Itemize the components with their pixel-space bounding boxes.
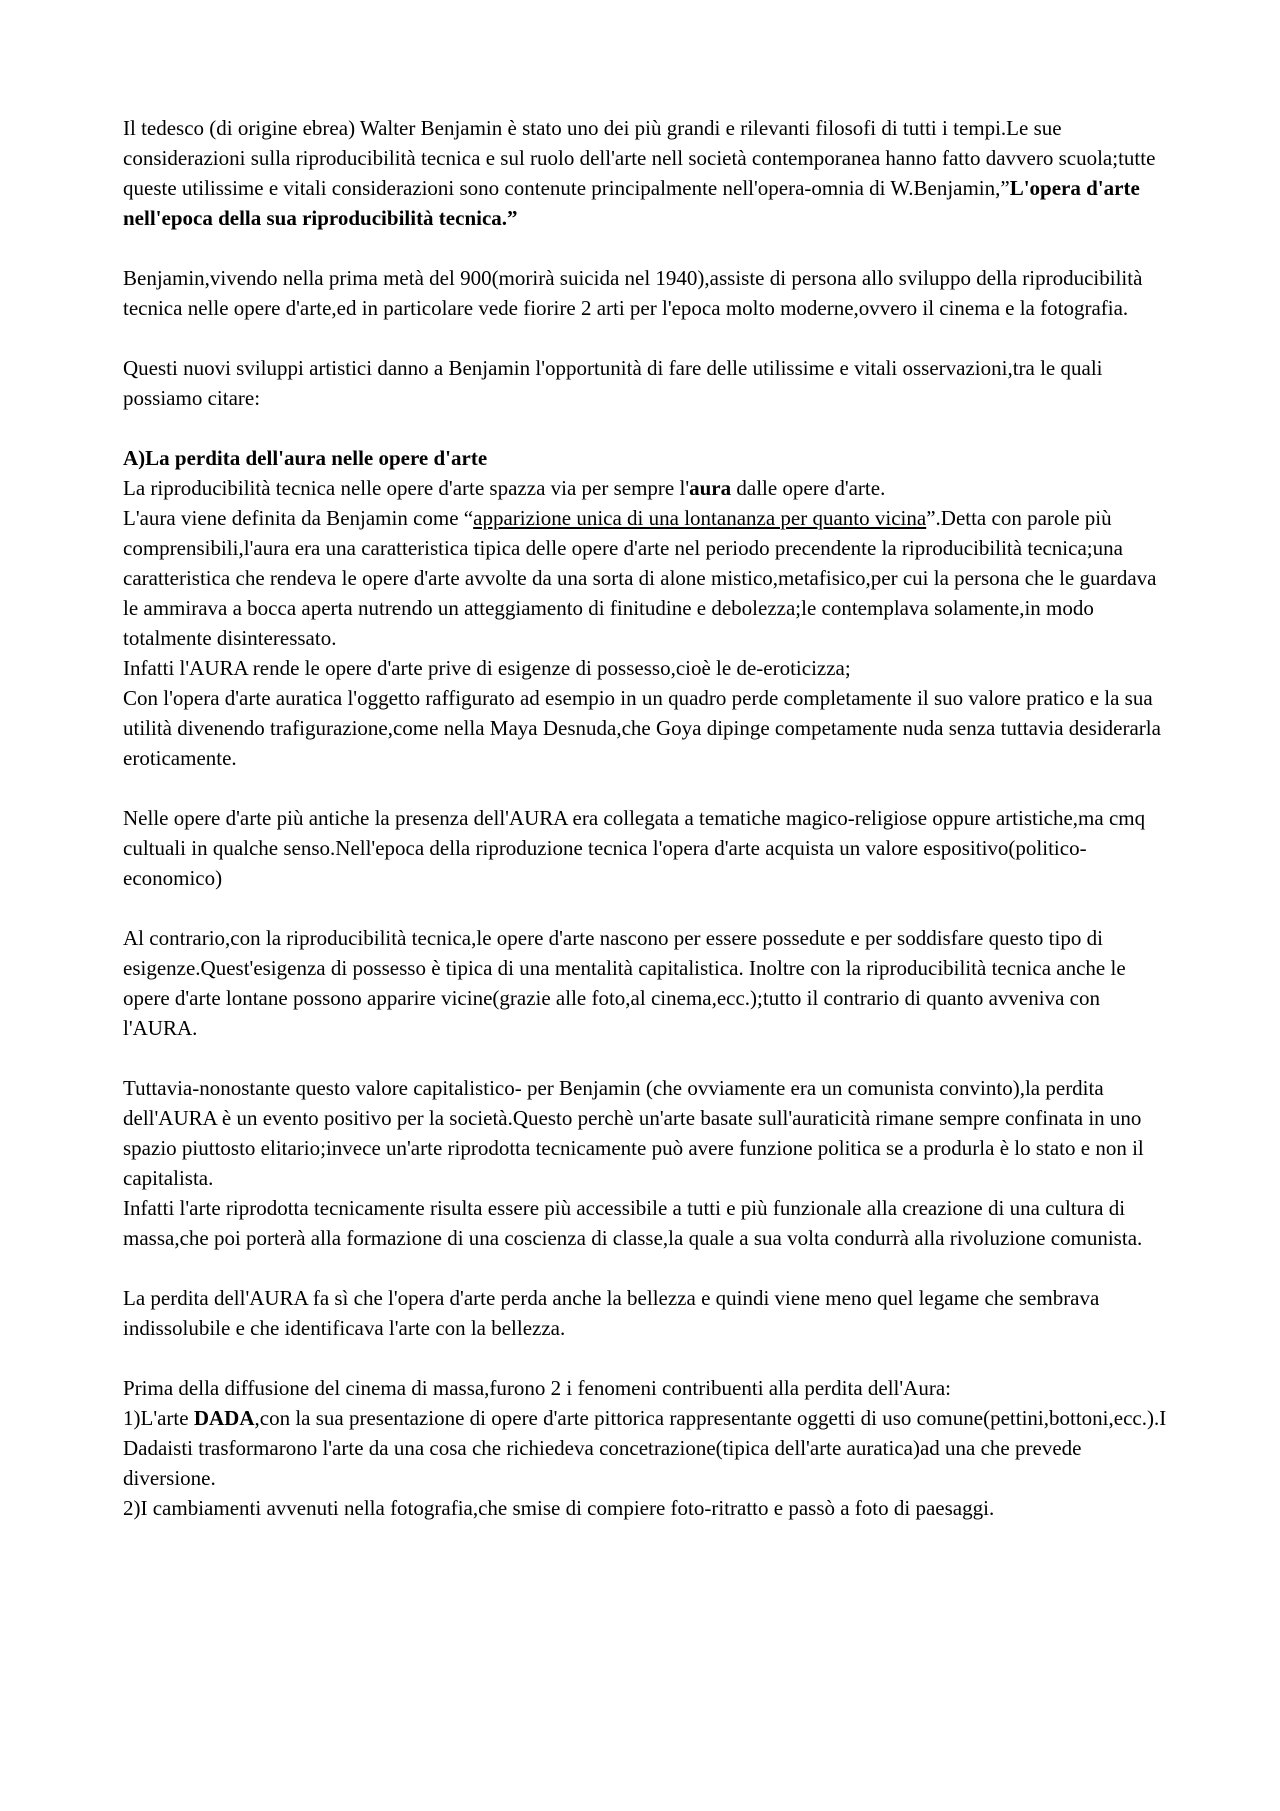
aura-line-1: La riproducibilità tecnica nelle opere d'arte spazza via per sempre l'aura dalle opere d'arte.: [123, 476, 886, 500]
document-page: [123, 113, 1173, 1523]
section-aura: [123, 443, 1173, 773]
aura-line-3: Infatti l'AURA rende le opere d'arte prive di esigenze di possesso,cioè le de-eroticizza;: [123, 656, 851, 680]
paragraph-intro: [123, 113, 1173, 233]
book-title: L'opera d'arte nell'epoca della sua riproducibilità tecnica.”: [123, 176, 1140, 230]
paragraph-contrary: Al contrario,con la riproducibilità tecnica,le opere d'arte nascono per essere possedute e per soddisfare questo tipo di esigenze.Quest'esigenza di possesso è tipica di una mentalità capitalistica. Inoltre con la riproducibilità tecnica anche le opere d'arte lontane possono apparire vicine(grazie alle foto,al cinema,ecc.);tutto il contrario di quanto avveniva con l'AURA.: [123, 926, 1126, 1040]
aura-line-4: Con l'opera d'arte auratica l'oggetto raffigurato ad esempio in un quadro perde completamente il suo valore pratico e la sua utilità divenendo trafigurazione,come nella Maya Desnuda,che Goya dipinge competamente nuda senza tuttavia desiderarla eroticamente.: [123, 686, 1161, 770]
paragraph-observations: Questi nuovi sviluppi artistici danno a Benjamin l'opportunità di fare delle utilissime e vitali osservazioni,tra le quali possiamo citare:: [123, 356, 1103, 410]
paragraph-ancient-works: Nelle opere d'arte più antiche la presenza dell'AURA era collegata a tematiche magico-religiose oppure artistiche,ma cmq cultuali in qualche senso.Nell'epoca della riproduzione tecnica l'opera d'arte acquista un valore espositivo(politico-economico): [123, 806, 1146, 890]
list-item-dada: 1)L'arte DADA,con la sua presentazione di opere d'arte pittorica rappresentante oggetti di uso comune(pettini,bottoni,ecc.).I Dadaisti trasformarono l'arte da una cosa che richiedeva concetrazione(tipica dell'arte auratica)ad una che prevede diversione.: [123, 1406, 1167, 1490]
aura-definition: L'aura viene definita da Benjamin come “apparizione unica di una lontananza per quanto vicina”.Detta con parole più comprensibili,l'aura era una caratteristica tipica delle opere d'arte nel periodo precendente la riproducibilità tecnica;una caratteristica che rendeva le opere d'arte avvolte da una sorta di alone mistico,metafisico,per cui la persona che le guardava le ammirava a bocca aperta nutrendo un atteggiamento di finitudine e debolezza;le contemplava solamente,in modo totalmente disinteressato.: [123, 506, 1157, 650]
aura-term: aura: [689, 476, 732, 500]
paragraph-phenomena: Prima della diffusione del cinema di massa,furono 2 i fenomeni contribuenti alla perdita dell'Aura: 1)L'arte DADA,con la sua presentazione di opere d'arte pittorica rappresentante oggetti di uso comune(pettini,bottoni,ecc.).I Dadaisti trasformarono l'arte da una cosa che richiedeva concetrazione(tipica dell'arte auratica)ad una che prevede diversione. 2)I cambiamenti avvenuti nella fotografia,che smise di compiere foto-ritratto e passò a foto di paesaggi.: [123, 1373, 1173, 1523]
aura-quote: apparizione unica di una lontananza per quanto vicina: [473, 506, 927, 530]
paragraph-benjamin-life: Benjamin,vivendo nella prima metà del 900(morirà suicida nel 1940),assiste di persona allo sviluppo della riproducibilità tecnica nelle opere d'arte,ed in particolare vede fiorire 2 arti per l'epoca molto moderne,ovvero il cinema e la fotografia.: [123, 266, 1143, 320]
intro-text: Il tedesco (di origine ebrea) Walter Benjamin è stato uno dei più grandi e rilevanti filosofi di tutti i tempi.Le sue considerazioni sulla riproducibilità tecnica e sul ruolo dell'arte nell società contemporanea hanno fatto davvero scuola;tutte queste utilissime e vitali considerazioni sono contenute principalmente nell'opera-omnia di W.Benjamin,”: [123, 116, 1156, 200]
paragraph-however: Tuttavia-nonostante questo valore capitalistico- per Benjamin (che ovviamente era un comunista convinto),la perdita dell'AURA è un evento positivo per la società.Questo perchè un'arte basate sull'auraticità rimane sempre confinata in uno spazio piuttosto elitario;invece un'arte riprodotta tecnicamente può avere funzione politica se a produrla è lo stato e non il capitalista. Infatti l'arte riprodotta tecnicamente risulta essere più accessibile a tutti e più funzionale alla creazione di una cultura di massa,che poi porterà alla formazione di una coscienza di classe,la quale a sua volta condurrà alla rivoluzione comunista.: [123, 1076, 1144, 1250]
dada-term: DADA: [193, 1406, 255, 1430]
list-item-photography: 2)I cambiamenti avvenuti nella fotografia,che smise di compiere foto-ritratto e passò a foto di paesaggi.: [123, 1496, 995, 1520]
paragraph-beauty: La perdita dell'AURA fa sì che l'opera d'arte perda anche la bellezza e quindi viene meno quel legame che sembrava indissolubile e che identificava l'arte con la bellezza.: [123, 1286, 1100, 1340]
section-heading-aura: A)La perdita dell'aura nelle opere d'arte: [123, 446, 488, 470]
